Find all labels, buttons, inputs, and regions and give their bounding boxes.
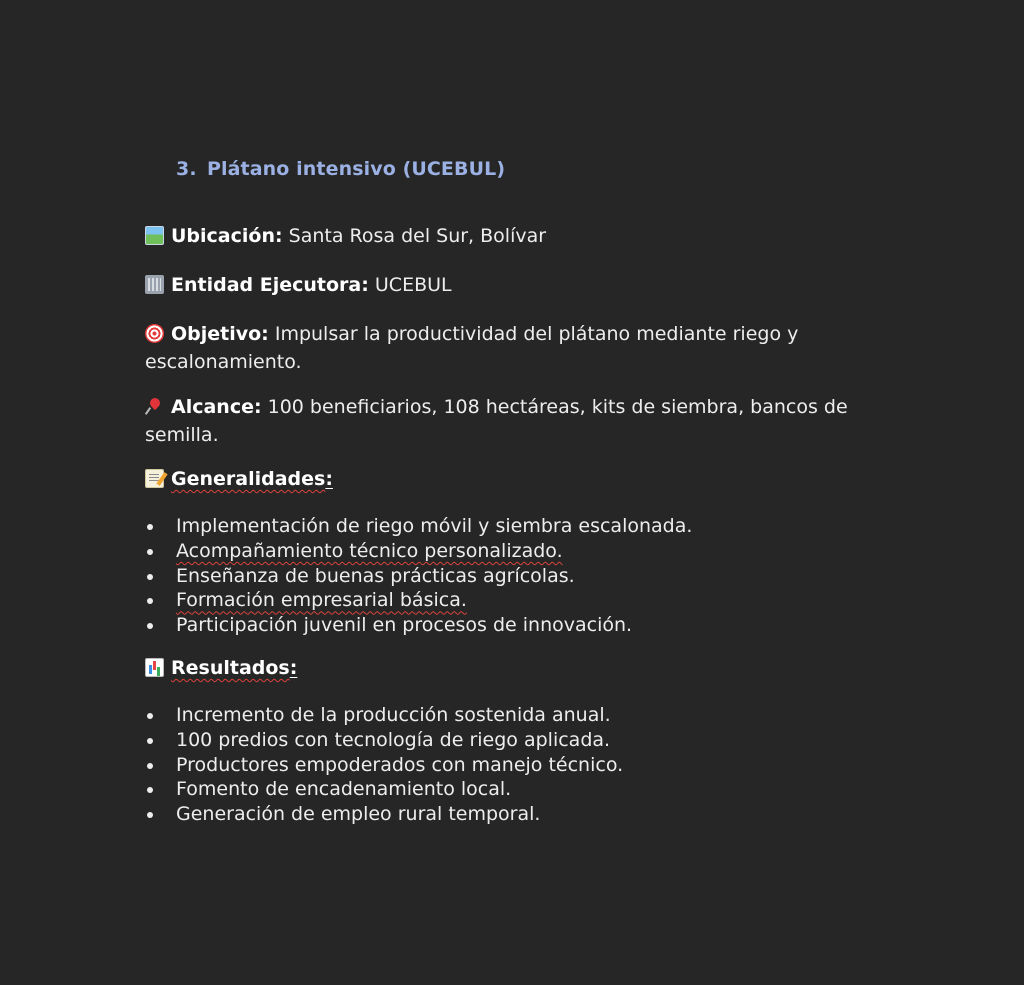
ubicacion-paragraph bbox=[145, 222, 885, 250]
list-item: Implementación de riego móvil y siembra escalonada. bbox=[145, 514, 885, 539]
list-item: Incremento de la producción sostenida anual. bbox=[145, 703, 885, 728]
list-item: 100 predios con tecnología de riego aplicada. bbox=[145, 728, 885, 753]
list-item: Formación empresarial básica. bbox=[145, 588, 885, 613]
list-item: Generación de empleo rural temporal. bbox=[145, 802, 885, 827]
entidad-paragraph bbox=[145, 271, 885, 299]
pushpin-icon bbox=[145, 397, 164, 416]
bar-chart-icon bbox=[145, 658, 164, 677]
generalidades-heading bbox=[145, 465, 885, 493]
entidad-value: UCEBUL bbox=[374, 274, 452, 296]
world-map-icon bbox=[145, 226, 164, 245]
list-item: Acompañamiento técnico personalizado. bbox=[145, 539, 885, 564]
memo-icon bbox=[145, 469, 164, 488]
resultados-heading bbox=[145, 654, 885, 682]
ubicacion-value: Santa Rosa del Sur, Bolívar bbox=[288, 225, 547, 247]
target-icon bbox=[145, 324, 164, 343]
alcance-label: Alcance: bbox=[171, 396, 262, 418]
office-building-icon bbox=[145, 275, 164, 294]
entidad-label: Entidad Ejecutora: bbox=[171, 274, 369, 296]
alcance-paragraph bbox=[145, 393, 885, 449]
objetivo-label: Objetivo: bbox=[171, 323, 269, 345]
list-item: Fomento de encadenamiento local. bbox=[145, 777, 885, 802]
list-item: Participación juvenil en procesos de innovación. bbox=[145, 613, 885, 638]
generalidades-label: Generalidades bbox=[171, 468, 326, 490]
generalidades-list bbox=[145, 514, 885, 638]
resultados-list bbox=[145, 703, 885, 827]
section-heading bbox=[176, 158, 505, 180]
resultados-label: Resultados bbox=[171, 657, 290, 679]
list-item: Productores empoderados con manejo técnico. bbox=[145, 753, 885, 778]
ubicacion-label: Ubicación: bbox=[171, 225, 283, 247]
alcance-value: 100 beneficiarios, 108 hectáreas, kits de siembra, bancos de semilla. bbox=[145, 396, 848, 446]
heading-title: Plátano intensivo (UCEBUL) bbox=[207, 158, 506, 180]
resultados-colon: : bbox=[289, 657, 298, 679]
list-item: Enseñanza de buenas prácticas agrícolas. bbox=[145, 564, 885, 589]
objetivo-value: Impulsar la productividad del plátano mediante riego y escalonamiento. bbox=[145, 323, 799, 373]
heading-number: 3. bbox=[176, 158, 197, 180]
objetivo-paragraph bbox=[145, 320, 885, 376]
generalidades-colon: : bbox=[325, 468, 333, 490]
